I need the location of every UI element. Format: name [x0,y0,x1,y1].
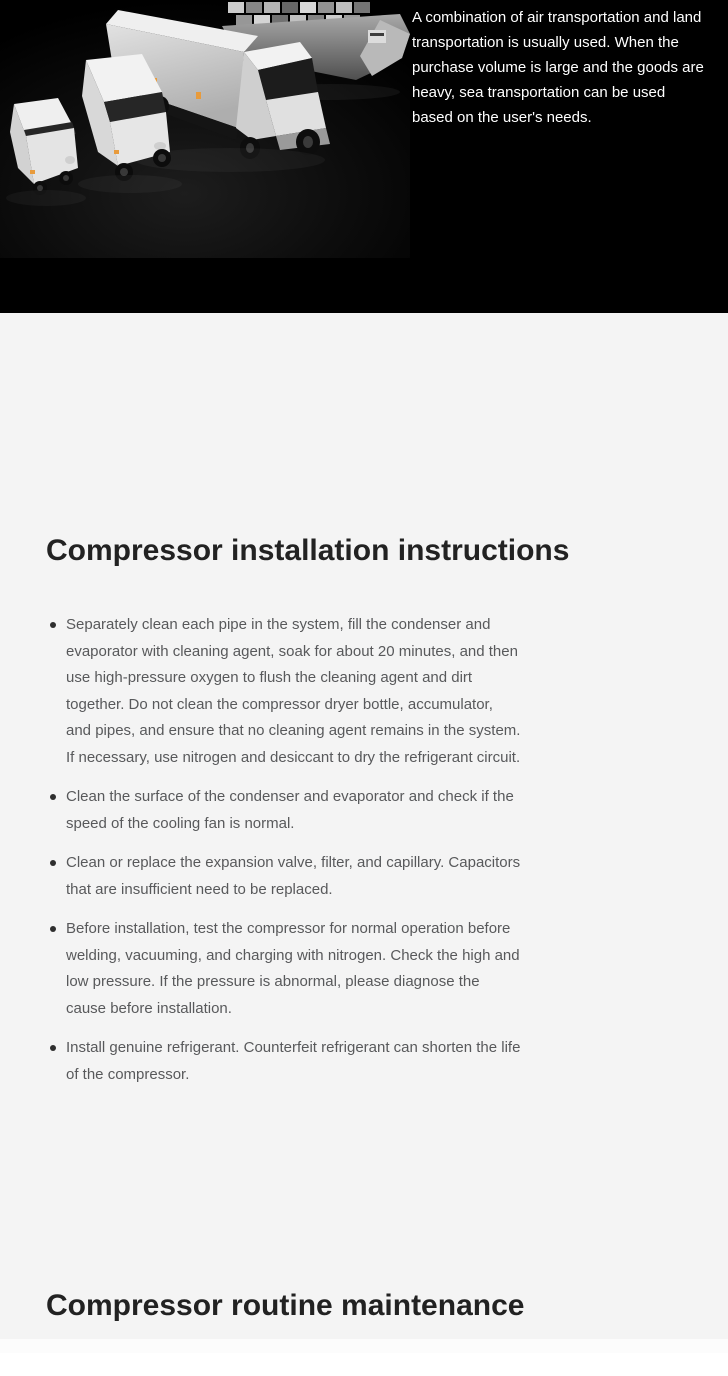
list-item [46,612,521,771]
footer-strip [0,1339,728,1353]
content-section [0,313,728,1339]
list-item-text: Separately clean each pipe in the system, fill the condenser and evaporator with cleaning agent, soak for about 20 minutes, and then use high-pressure oxygen to flush the cleaning agent and dirt together. Do not clean the compressor dryer bottle, accumulator, and pipes, and ensure that no cleaning agent remains in the system. If necessary, use nitrogen and desiccant to dry the refrigerant circuit. [66,616,521,766]
maintenance-heading: Compressor routine maintenance [46,1289,525,1322]
transport-fleet-illustration [0,0,410,258]
hero-paragraph: A combination of air transportation and land transportation is usually used. When the purchase volume is large and the goods are heavy, sea transportation can be used based on the user's needs. [412,9,704,126]
bullet-dot-icon [50,794,56,800]
hero-section [0,0,728,313]
list-item-text: Clean the surface of the condenser and evaporator and check if the speed of the cooling fan is normal. [66,788,514,832]
list-item-text: Before installation, test the compressor for normal operation before welding, vacuuming, and charging with nitrogen. Check the high and low pressure. If the pressure is abnormal, please diagnose the cause before installation. [66,920,520,1017]
list-item-text: Clean or replace the expansion valve, filter, and capillary. Capacitors that are insufficient need to be replaced. [66,854,521,898]
installation-bullet-list [46,612,521,1088]
bullet-dot-icon [50,926,56,932]
list-item [46,784,521,837]
installation-heading: Compressor installation instructions [46,534,570,567]
bullet-dot-icon [50,1045,56,1051]
bullet-dot-icon [50,860,56,866]
list-item [46,1035,521,1088]
list-item-text: Install genuine refrigerant. Counterfeit refrigerant can shorten the life of the compressor. [66,1039,521,1083]
list-item [46,916,521,1022]
bullet-dot-icon [50,622,56,628]
list-item [46,850,521,903]
